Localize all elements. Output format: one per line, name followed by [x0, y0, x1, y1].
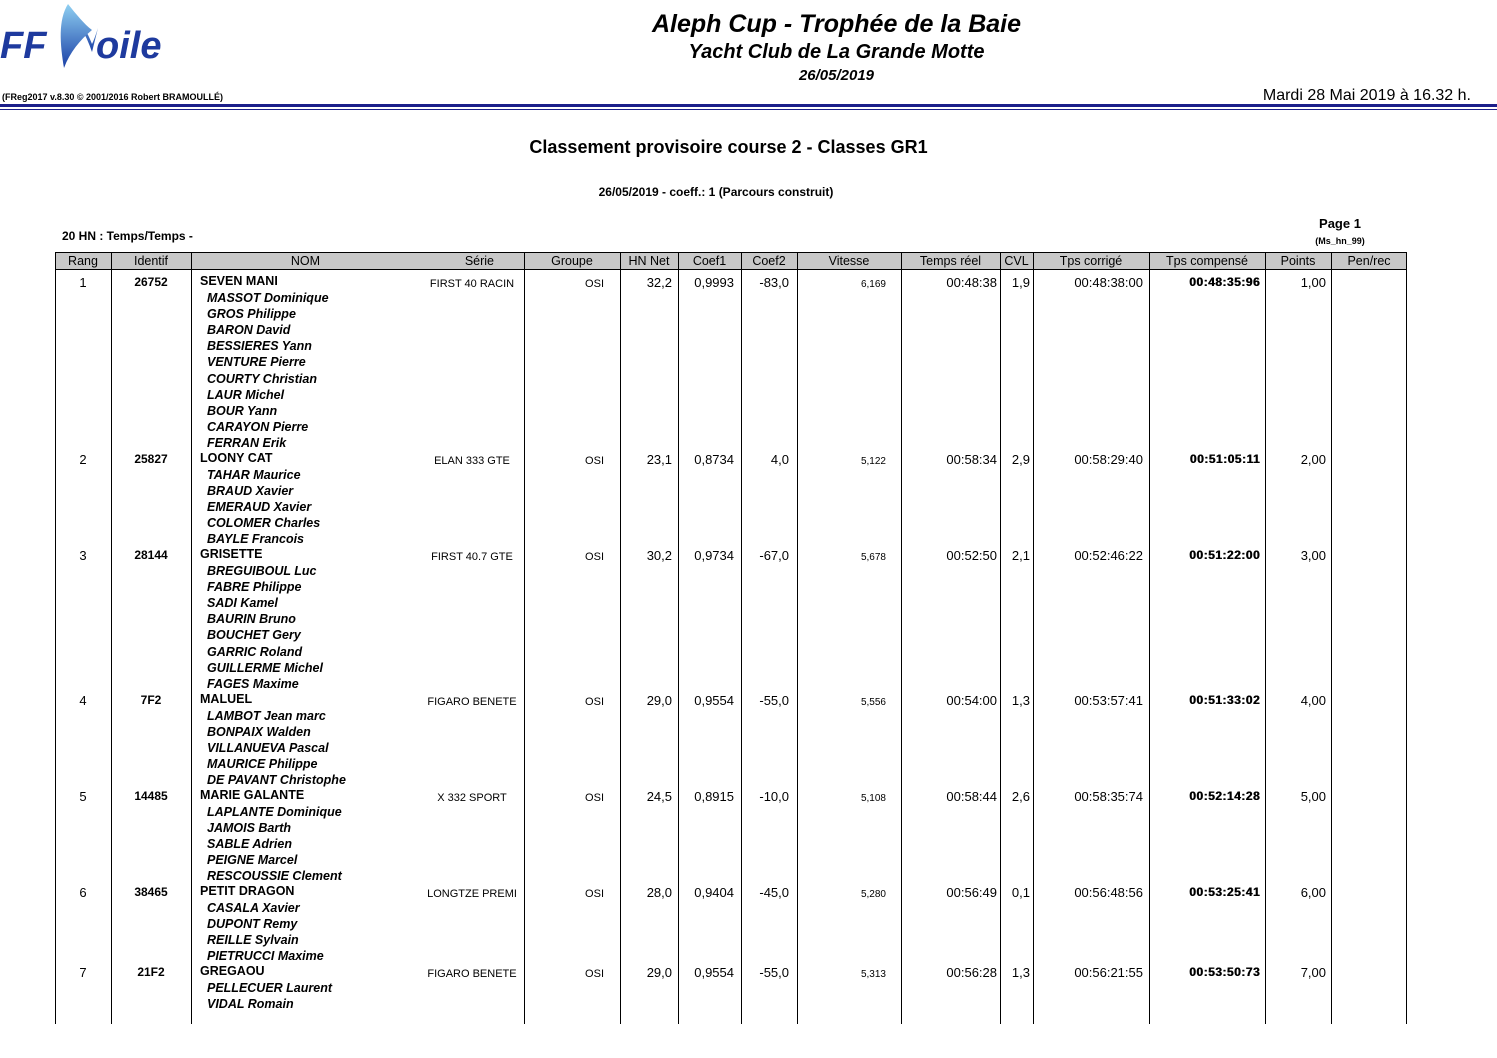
real-time-cell: 00:54:00	[946, 693, 997, 708]
crew-member: MASSOT Dominique	[207, 291, 329, 305]
crew-member: VIDAL Romain	[207, 997, 294, 1012]
crew-member: VENTURE Pierre	[207, 355, 306, 370]
points-cell: 1,00	[1300, 275, 1326, 290]
report-subtitle: 26/05/2019 - coeff.: 1 (Parcours construit)	[598, 185, 834, 199]
column-divider	[678, 252, 679, 1024]
crew-member: PELLECUER Laurent	[207, 981, 333, 995]
real-time-cell: 00:58:34	[946, 452, 997, 467]
crew-member: LAPLANTE Dominique	[207, 805, 342, 819]
print-date: Mardi 28 Mai 2019 à 16.32 h.	[1262, 87, 1471, 104]
compensated-time-cell: 00:52:14:28	[1189, 789, 1260, 803]
group-cell: OSI	[585, 968, 604, 980]
corrected-time-cell: 00:58:35:74	[1074, 789, 1143, 804]
crew-member: SADI Kamel	[207, 596, 278, 611]
compensated-time-cell: 00:53:25:41	[1189, 885, 1260, 899]
crew-member: FABRE Philippe	[207, 580, 302, 595]
hn-net-cell: 24,5	[646, 789, 672, 804]
column-header-tps-compens-: Tps compensé	[1166, 254, 1248, 268]
crew-member: CARAYON Pierre	[207, 419, 309, 434]
rating-method: 20 HN : Temps/Temps -	[62, 229, 193, 243]
crew-member: BAYLE Francois	[207, 532, 305, 547]
cvl-cell: 1,3	[1011, 965, 1030, 980]
crew-member: REILLE Sylvain	[207, 933, 299, 948]
cvl-cell: 2,1	[1011, 548, 1030, 563]
cvl-cell: 0,1	[1011, 885, 1030, 900]
column-header-temps-r-el: Temps réel	[919, 254, 982, 268]
crew-member: JAMOIS Barth	[207, 821, 292, 836]
column-divider	[797, 252, 798, 1024]
column-header-groupe: Groupe	[551, 254, 593, 268]
cvl-cell: 1,3	[1011, 693, 1030, 708]
results-table	[55, 252, 1407, 1024]
series-cell: X 332 SPORT	[437, 792, 507, 804]
crew-member: COLOMER Charles	[207, 516, 321, 531]
corrected-time-cell: 00:52:46:22	[1074, 548, 1143, 563]
coef1-cell: 0,9404	[694, 885, 734, 900]
series-cell: FIGARO BENETE	[427, 696, 517, 708]
coef2-cell: -45,0	[759, 885, 789, 900]
crew-member: DE PAVANT Christophe	[207, 773, 346, 788]
crew-member: LAMBOT Jean marc	[207, 709, 326, 723]
column-header-pen-rec: Pen/rec	[1347, 254, 1391, 268]
column-divider	[1265, 252, 1266, 1024]
boat-name-cell: PETIT DRAGON	[200, 884, 295, 898]
column-header-nom: NOM	[290, 254, 321, 268]
coef2-cell: -10,0	[759, 789, 789, 804]
column-divider	[1406, 252, 1407, 1024]
crew-member: PIETRUCCI Maxime	[207, 949, 324, 964]
cvl-cell: 1,9	[1011, 275, 1030, 290]
real-time-cell: 00:56:28	[946, 965, 997, 980]
hn-net-cell: 30,2	[646, 548, 672, 563]
sail-id-cell: 28144	[134, 548, 168, 562]
real-time-cell: 00:56:49	[946, 885, 997, 900]
coef1-cell: 0,8734	[694, 452, 734, 467]
coef2-cell: -55,0	[759, 693, 789, 708]
compensated-time-cell: 00:48:35:96	[1189, 275, 1260, 289]
rank-cell: 1	[79, 275, 87, 290]
column-header-points: Points	[1280, 254, 1316, 268]
compensated-time-cell: 00:51:22:00	[1189, 548, 1260, 562]
column-header-rang: Rang	[68, 254, 98, 268]
coef2-cell: -55,0	[759, 965, 789, 980]
page-code: (Ms_hn_99)	[1315, 236, 1365, 246]
hn-net-cell: 28,0	[646, 885, 672, 900]
hn-net-cell: 29,0	[646, 693, 672, 708]
crew-member: MAURICE Philippe	[207, 757, 318, 772]
points-cell: 4,00	[1300, 693, 1326, 708]
crew-member: COURTY Christian	[207, 371, 317, 386]
column-header-tps-corrig-: Tps corrigé	[1059, 254, 1123, 268]
crew-member: GARRIC Roland	[207, 644, 303, 659]
rank-cell: 7	[79, 965, 87, 980]
rank-cell: 4	[79, 693, 87, 708]
group-cell: OSI	[585, 278, 604, 290]
speed-cell: 5,122	[860, 456, 886, 467]
column-divider	[620, 252, 621, 1024]
crew-member: EMERAUD Xavier	[207, 500, 312, 515]
sail-id-cell: 38465	[134, 885, 168, 899]
table-header	[55, 252, 1407, 270]
rank-cell: 2	[79, 452, 87, 467]
coef2-cell: -67,0	[759, 548, 789, 563]
rank-cell: 5	[79, 789, 87, 804]
group-cell: OSI	[585, 455, 604, 467]
crew-member: BAURIN Bruno	[207, 612, 296, 627]
sail-id-cell: 25827	[134, 452, 168, 466]
cvl-cell: 2,9	[1011, 452, 1030, 467]
points-cell: 2,00	[1300, 452, 1326, 467]
logo-ff-text: FF	[0, 25, 47, 67]
crew-member: PEIGNE Marcel	[207, 853, 298, 868]
points-cell: 3,00	[1300, 548, 1326, 563]
software-credit: (FReg2017 v.8.30 © 2001/2016 Robert BRAMOULLÉ)	[2, 92, 224, 102]
crew-member: TAHAR Maurice	[207, 468, 301, 482]
crew-member: BESSIERES Yann	[207, 339, 312, 354]
column-header-coef1: Coef1	[692, 254, 727, 268]
column-divider	[1149, 252, 1150, 1024]
boat-name-cell: GREGAOU	[200, 964, 265, 978]
crew-member: GROS Philippe	[207, 307, 296, 322]
series-cell: LONGTZE PREMI	[427, 888, 517, 900]
column-divider	[741, 252, 742, 1024]
group-cell: OSI	[585, 888, 604, 900]
crew-member: BRAUD Xavier	[207, 484, 294, 499]
column-header-identif: Identif	[133, 254, 169, 268]
coef2-cell: 4,0	[770, 452, 789, 467]
hn-net-cell: 23,1	[646, 452, 672, 467]
rank-cell: 3	[79, 548, 87, 563]
real-time-cell: 00:48:38	[946, 275, 997, 290]
crew-member: BOUCHET Gery	[207, 628, 301, 643]
compensated-time-cell: 00:51:33:02	[1189, 693, 1260, 707]
column-header-vitesse: Vitesse	[828, 254, 870, 268]
corrected-time-cell: 00:48:38:00	[1074, 275, 1143, 290]
report-title: Classement provisoire course 2 - Classes GR1	[529, 137, 928, 157]
sail-id-cell: 7F2	[140, 693, 162, 707]
crew-member: BOUR Yann	[207, 403, 278, 418]
points-cell: 6,00	[1300, 885, 1326, 900]
series-cell: ELAN 333 GTE	[434, 455, 510, 467]
column-header-hn-net: HN Net	[628, 254, 670, 268]
speed-cell: 5,280	[860, 889, 886, 900]
coef1-cell: 0,9734	[694, 548, 734, 563]
sail-id-cell: 26752	[134, 275, 168, 289]
series-cell: FIRST 40.7 GTE	[431, 551, 513, 563]
page-number: Page 1	[1319, 216, 1361, 231]
sail-id-cell: 21F2	[137, 965, 165, 979]
event-title: Aleph Cup - Trophée de la Baie	[651, 10, 1022, 38]
column-divider	[1331, 252, 1332, 1024]
column-divider	[524, 252, 525, 1024]
boat-name-cell: MARIE GALANTE	[200, 788, 305, 802]
group-cell: OSI	[585, 792, 604, 804]
column-header-coef2: Coef2	[752, 254, 786, 268]
crew-member: BONPAIX Walden	[207, 725, 311, 740]
coef1-cell: 0,9554	[694, 693, 734, 708]
hn-net-cell: 32,2	[646, 275, 672, 290]
speed-cell: 6,169	[860, 279, 886, 290]
crew-member: DUPONT Remy	[207, 917, 298, 932]
boat-name-cell: LOONY CAT	[200, 451, 273, 465]
event-date: 26/05/2019	[798, 67, 875, 84]
cvl-cell: 2,6	[1011, 789, 1030, 804]
crew-member: RESCOUSSIE Clement	[207, 869, 342, 884]
crew-member: FAGES Maxime	[207, 676, 299, 691]
hn-net-cell: 29,0	[646, 965, 672, 980]
header-rule	[0, 104, 1497, 107]
boat-name-cell: MALUEL	[200, 692, 253, 706]
crew-member: GUILLERME Michel	[207, 660, 323, 675]
column-divider	[1033, 252, 1034, 1024]
real-time-cell: 00:58:44	[946, 789, 997, 804]
corrected-time-cell: 00:53:57:41	[1074, 693, 1143, 708]
series-cell: FIRST 40 RACIN	[429, 278, 515, 290]
rank-cell: 6	[79, 885, 87, 900]
speed-cell: 5,678	[860, 552, 886, 563]
points-cell: 5,00	[1300, 789, 1326, 804]
coef1-cell: 0,8915	[694, 789, 734, 804]
club-name: Yacht Club de La Grande Motte	[688, 41, 985, 63]
column-divider	[901, 252, 902, 1024]
crew-member: FERRAN Erik	[207, 435, 287, 450]
boat-name-cell: SEVEN MANI	[200, 274, 278, 288]
column-divider	[191, 252, 192, 1024]
speed-cell: 5,556	[860, 697, 886, 708]
compensated-time-cell: 00:51:05:11	[1189, 452, 1260, 466]
crew-member: LAUR Michel	[207, 387, 285, 402]
crew-member: CASALA Xavier	[207, 901, 300, 915]
group-cell: OSI	[585, 696, 604, 708]
points-cell: 7,00	[1300, 965, 1326, 980]
compensated-time-cell: 00:53:50:73	[1189, 965, 1260, 979]
boat-name-cell: GRISETTE	[200, 547, 263, 561]
coef2-cell: -83,0	[759, 275, 789, 290]
corrected-time-cell: 00:58:29:40	[1074, 452, 1143, 467]
coef1-cell: 0,9554	[694, 965, 734, 980]
header-rule-thin	[0, 109, 1497, 110]
crew-member: VILLANUEVA Pascal	[207, 741, 329, 756]
crew-member: BREGUIBOUL Luc	[207, 564, 317, 578]
column-header-s-rie: Série	[464, 254, 494, 268]
column-divider	[111, 252, 112, 1024]
real-time-cell: 00:52:50	[946, 548, 997, 563]
series-cell: FIGARO BENETE	[427, 968, 517, 980]
coef1-cell: 0,9993	[694, 275, 734, 290]
speed-cell: 5,313	[860, 969, 886, 980]
corrected-time-cell: 00:56:21:55	[1074, 965, 1143, 980]
column-divider	[55, 252, 56, 1024]
column-header-cvl: CVL	[1004, 254, 1029, 268]
column-divider	[1000, 252, 1001, 1024]
sail-id-cell: 14485	[134, 789, 168, 803]
logo-voile-text: oile	[96, 25, 162, 67]
group-cell: OSI	[585, 551, 604, 563]
corrected-time-cell: 00:56:48:56	[1074, 885, 1143, 900]
speed-cell: 5,108	[860, 793, 886, 804]
crew-member: BARON David	[207, 323, 291, 338]
crew-member: SABLE Adrien	[207, 837, 292, 852]
